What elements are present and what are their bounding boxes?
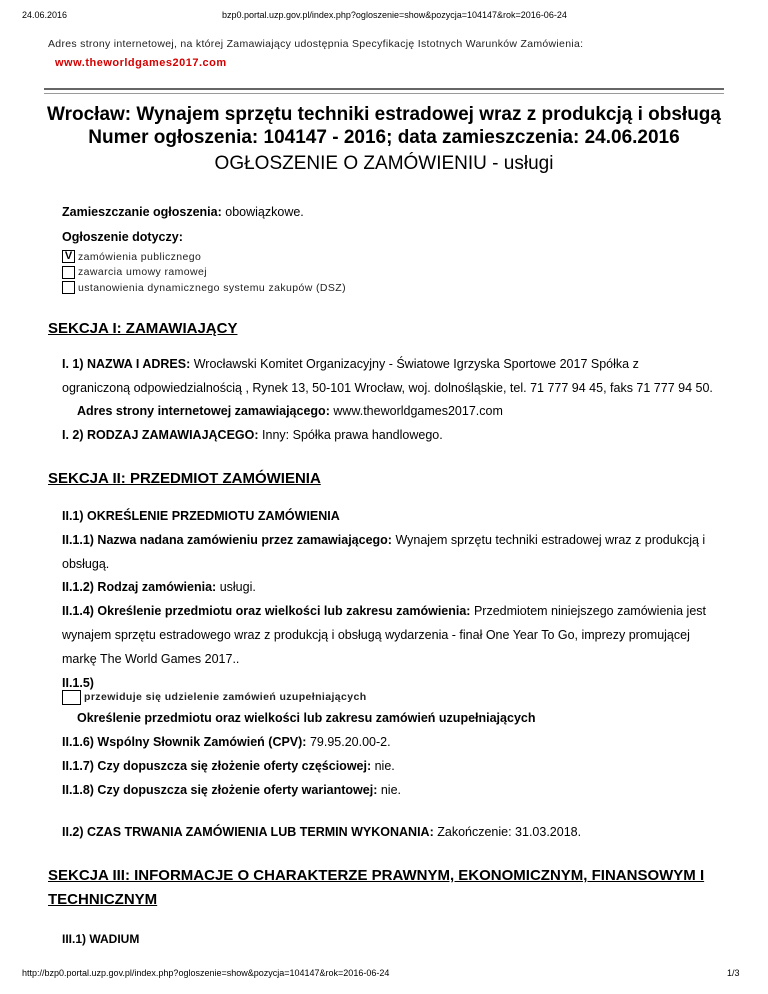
ii18-label: II.1.8) Czy dopuszcza się złożenie oferty wariantowej: [62, 783, 378, 797]
ii18-value: nie. [380, 783, 401, 797]
section-1-title: SEKCJA I: ZAMAWIAJĄCY [48, 320, 238, 337]
notice-number: Numer ogłoszenia: 104147 - 2016; data zamieszczenia: 24.06.2016 [88, 127, 680, 148]
contracting-address: ograniczoną odpowiedzialnością , Rynek 13, 50-101 Wrocław, woj. dolnośląskie, tel. 71 777 94 45, faks 71 777 94 50. [62, 381, 713, 395]
row-ii17 [62, 759, 395, 773]
print-footer-url: http://bzp0.portal.uzp.gov.pl/index.php?ogloszenie=show&pozycja=104147&rok=2016-06-24 [22, 968, 390, 978]
section-3-title-cont: TECHNICZNYM [48, 891, 158, 908]
row-ii14 [62, 604, 706, 618]
ii16-value: 79.95.20.00-2. [309, 735, 391, 749]
checkbox-label: ustanowienia dynamicznego systemu zakupów (DSZ) [78, 282, 346, 294]
ii2-label: II.2) CZAS TRWANIA ZAMÓWIENIA LUB TERMIN WYKONANIA: [62, 825, 434, 839]
checkbox-supplementary[interactable] [62, 690, 81, 705]
type-row [62, 428, 443, 442]
name-label: I. 1) NAZWA I ADRES: [62, 357, 191, 371]
section-3-title: SEKCJA III: INFORMACJE O CHARAKTERZE PRAWNYM, EKONOMICZNYM, FINANSOWYM I [48, 867, 705, 884]
row-ii18 [62, 783, 401, 797]
ii11-value-cont: obsługą. [62, 557, 110, 571]
checkbox-label: przewiduje się udzielenie zamówień uzupełniających [84, 691, 367, 703]
type-label: I. 2) RODZAJ ZAMAWIAJĄCEGO: [62, 428, 259, 442]
ii2-value: Zakończenie: 31.03.2018. [437, 825, 582, 839]
row-ii11 [62, 533, 705, 547]
row-ii16 [62, 735, 391, 749]
checkbox-label: zamówienia publicznego [78, 251, 202, 263]
notice-type: OGŁOSZENIE O ZAMÓWIENIU - usługi [214, 153, 554, 174]
ii14-value-cont: wynajem sprzętu estradowego wraz z produkcją i obsługą wydarzenia - finał One Year To Go, imprezy promującej [62, 628, 690, 642]
ii17-label: II.1.7) Czy dopuszcza się złożenie oferty częściowej: [62, 759, 372, 773]
ii11-label: II.1.1) Nazwa nadana zamówieniu przez zamawiającego: [62, 533, 392, 547]
ii15-sub: Określenie przedmiotu oraz wielkości lub zakresu zamówień uzupełniających [77, 711, 536, 725]
intro-url-link[interactable]: www.theworldgames2017.com [55, 57, 227, 69]
ii17-value: nie. [374, 759, 395, 773]
subsection-ii1: II.1) OKREŚLENIE PRZEDMIOTU ZAMÓWIENIA [62, 509, 340, 523]
row-ii12 [62, 580, 256, 594]
row-ii2 [62, 825, 581, 839]
checkbox-public-procurement[interactable]: V [62, 250, 75, 263]
ii15-label: II.1.5) [62, 676, 94, 690]
placement-label: Zamieszczanie ogłoszenia: [62, 205, 222, 219]
checkbox-label: zawarcia umowy ramowej [78, 266, 208, 278]
page-number: 1/3 [727, 968, 740, 978]
placement-value: obowiązkowe. [225, 205, 304, 219]
intro-text: Adres strony internetowej, na której Zamawiający udostępnia Specyfikację Istotnych Warunków Zamówienia: [48, 38, 584, 50]
ii12-value: usługi. [219, 580, 256, 594]
divider [44, 88, 724, 94]
ii12-label: II.1.2) Rodzaj zamówienia: [62, 580, 217, 594]
checkbox-framework-agreement[interactable] [62, 266, 75, 279]
concerns-label: Ogłoszenie dotyczy: [62, 230, 183, 244]
placement-row [62, 205, 304, 219]
web-link[interactable]: www.theworldgames2017.com [333, 404, 503, 418]
ii11-value: Wynajem sprzętu techniki estradowej wraz z produkcją i [395, 533, 706, 547]
print-date: 24.06.2016 [22, 10, 68, 20]
section-2-title: SEKCJA II: PRZEDMIOT ZAMÓWIENIA [48, 470, 321, 487]
checkbox-dps[interactable] [62, 281, 75, 294]
ii14-value-cont2: markę The World Games 2017.. [62, 652, 240, 666]
print-header-url: bzp0.portal.uzp.gov.pl/index.php?ogloszenie=show&pozycja=104147&rok=2016-06-24 [222, 10, 567, 20]
web-label: Adres strony internetowej zamawiającego: [77, 404, 330, 418]
page-title: Wrocław: Wynajem sprzętu techniki estradowej wraz z produkcją i obsługą [47, 104, 721, 125]
ii16-label: II.1.6) Wspólny Słownik Zamówień (CPV): [62, 735, 307, 749]
type-value: Inny: Spółka prawa handlowego. [262, 428, 443, 442]
web-row [77, 404, 503, 418]
ii14-value: Przedmiotem niniejszego zamówienia jest [473, 604, 707, 618]
name-value: Wrocławski Komitet Organizacyjny - Światowe Igrzyska Sportowe 2017 Spółka z [193, 357, 639, 371]
contracting-name-row [62, 357, 639, 371]
subsection-iii1: III.1) WADIUM [62, 932, 140, 946]
ii14-label: II.1.4) Określenie przedmiotu oraz wielkości lub zakresu zamówienia: [62, 604, 471, 618]
